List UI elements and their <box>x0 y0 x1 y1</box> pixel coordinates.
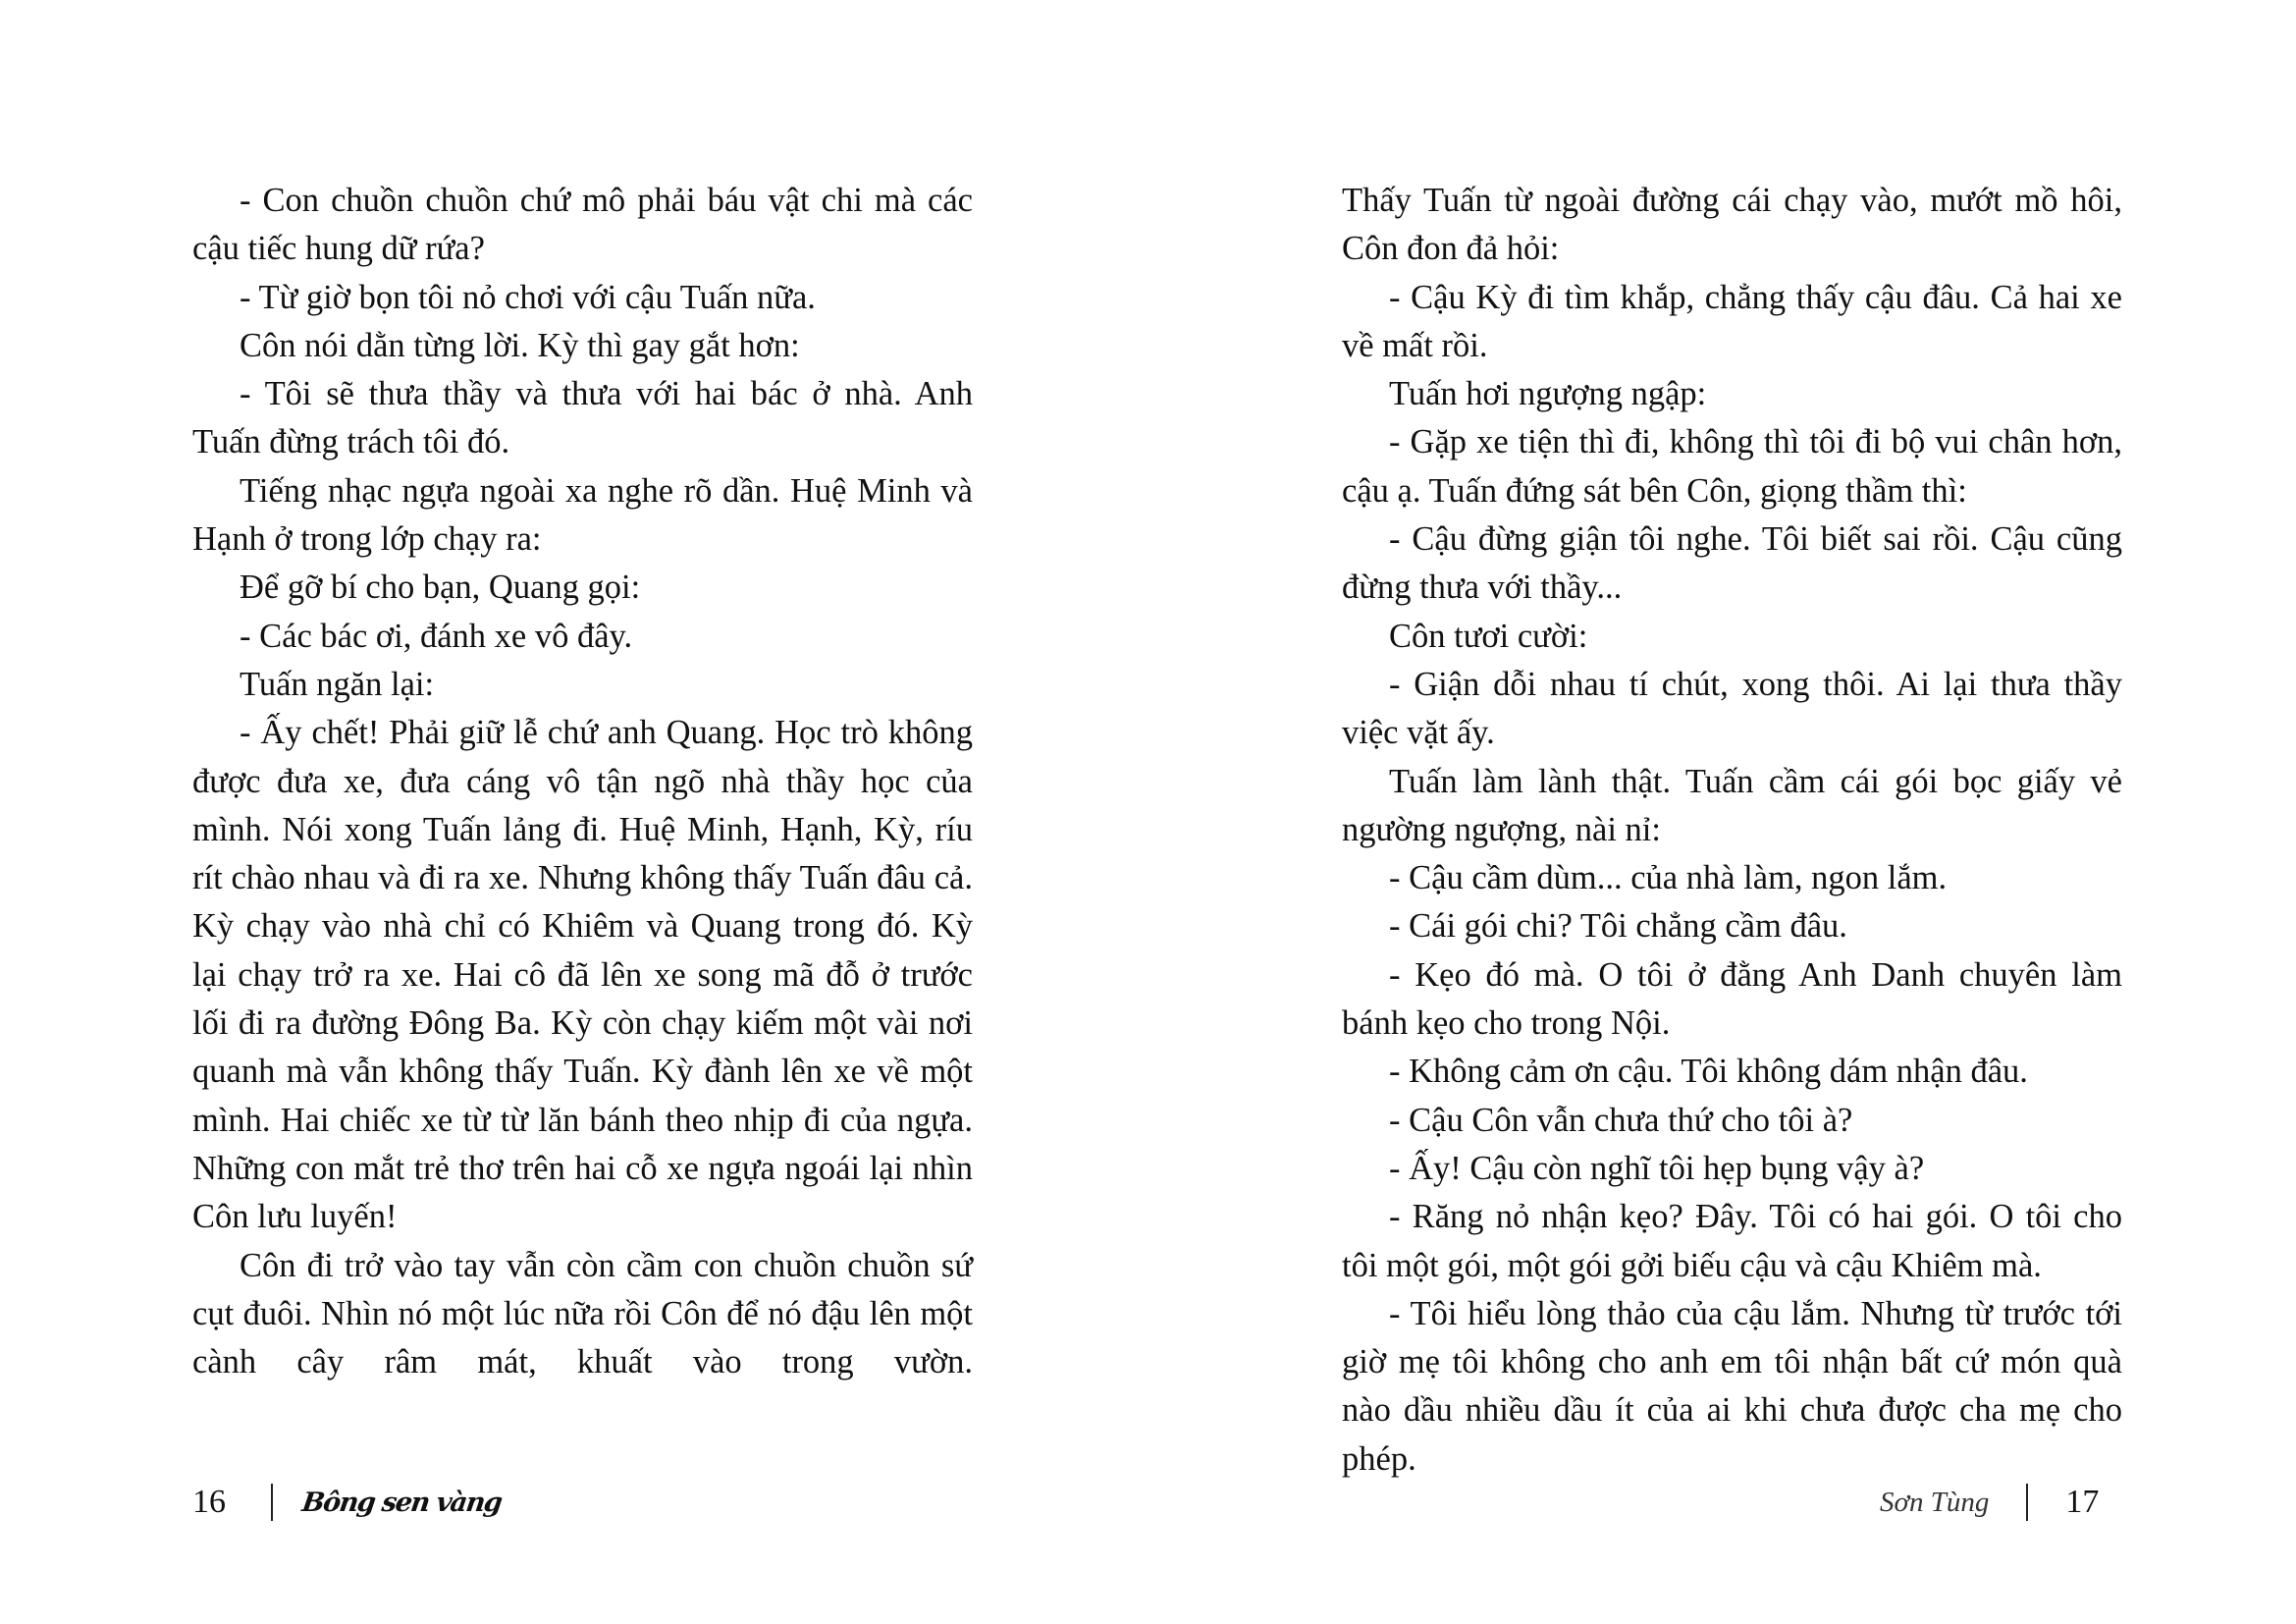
page-number: 17 <box>2065 1484 2100 1520</box>
paragraph: - Răng nỏ nhận kẹo? Đây. Tôi có hai gói. O tôi cho tôi một gói, một gói gởi biếu cậu và cậu Khiêm mà. <box>1342 1198 2122 1284</box>
paragraph: Thấy Tuấn từ ngoài đường cái chạy vào, mướt mồ hôi, Côn đon đả hỏi: <box>1342 182 2122 268</box>
paragraph: - Con chuồn chuồn chứ mô phải báu vật chi mà các cậu tiếc hung dữ rứa? <box>192 182 973 268</box>
page-number: 16 <box>192 1484 226 1520</box>
paragraph: Tuấn ngăn lại: <box>240 665 435 703</box>
paragraph: - Cậu cầm dùm... của nhà làm, ngon lắm. <box>1389 859 1948 897</box>
paragraph: Tuấn làm lành thật. Tuấn cầm cái gói bọc giấy vẻ ngường ngượng, nài nỉ: <box>1342 762 2122 848</box>
footer-divider <box>2026 1484 2028 1521</box>
paragraph: - Tôi sẽ thưa thầy và thưa với hai bác ở nhà. Anh Tuấn đừng trách tôi đó. <box>192 375 973 461</box>
paragraph: - Gặp xe tiện thì đi, không thì tôi đi bộ vui chân hơn, cậu ạ. Tuấn đứng sát bên Côn, giọng thầm thì: <box>1342 423 2122 510</box>
paragraph: Tuấn hơi ngượng ngập: <box>1389 375 1707 413</box>
left-page-text <box>192 177 973 1386</box>
paragraph: Côn đi trở vào tay vẫn còn cầm con chuồn chuồn sứ cụt đuôi. Nhìn nó một lúc nữa rồi Côn để nó đậu lên một cành cây râm mát, khuất vào trong vườn. <box>192 1246 973 1381</box>
paragraph: Tiếng nhạc ngựa ngoài xa nghe rõ dần. Huệ Minh và Hạnh ở trong lớp chạy ra: <box>192 471 973 559</box>
paragraph: Để gỡ bí cho bạn, Quang gọi: <box>240 568 641 607</box>
paragraph: - Cậu đừng giận tôi nghe. Tôi biết sai rồi. Cậu cũng đừng thưa với thầy... <box>1342 520 2122 607</box>
paragraph: - Ấy! Cậu còn nghĩ tôi hẹp bụng vậy à? <box>1389 1149 1925 1187</box>
right-page-text <box>1342 177 2122 1484</box>
paragraph: - Các bác ơi, đánh xe vô đây. <box>240 617 633 655</box>
right-page-footer <box>1880 1473 2099 1532</box>
paragraph: - Không cảm ơn cậu. Tôi không dám nhận đâu. <box>1389 1053 2028 1091</box>
left-page-footer <box>192 1473 504 1532</box>
paragraph: Côn tươi cười: <box>1389 617 1588 655</box>
running-author: Sơn Tùng <box>1880 1486 1990 1518</box>
paragraph: - Cậu Côn vẫn chưa thứ cho tôi à? <box>1389 1101 1853 1139</box>
running-title: Bông sen vàng <box>299 1487 504 1518</box>
paragraph: - Từ giờ bọn tôi nỏ chơi với cậu Tuấn nữa. <box>240 278 816 316</box>
footer-divider <box>271 1484 273 1521</box>
paragraph: - Kẹo đó mà. O tôi ở đằng Anh Danh chuyên làm bánh kẹo cho trong Nội. <box>1342 955 2122 1043</box>
paragraph: - Giận dỗi nhau tí chút, xong thôi. Ai lại thưa thầy việc vặt ấy. <box>1342 665 2122 752</box>
paragraph: - Cái gói chi? Tôi chẳng cầm đâu. <box>1389 907 1847 946</box>
paragraph: - Cậu Kỳ đi tìm khắp, chẳng thấy cậu đâu. Cả hai xe về mất rồi. <box>1342 278 2122 364</box>
paragraph: - Tôi hiểu lòng thảo của cậu lắm. Nhưng từ trước tới giờ mẹ tôi không cho anh em tôi nhận bất cứ món quà nào dầu nhiều dầu ít của ai khi chưa được cha mẹ cho phép. <box>1342 1294 2122 1478</box>
paragraph: Côn nói dằn từng lời. Kỳ thì gay gắt hơn: <box>240 326 800 364</box>
paragraph: - Ấy chết! Phải giữ lễ chứ anh Quang. Học trò không được đưa xe, đưa cáng vô tận ngõ nhà thầy học của mình. Nói xong Tuấn lảng đi. Huệ Minh, Hạnh, Kỳ, ríu rít chào nhau và đi ra xe. Nhưng không thấy Tuấn đâu cả. Kỳ chạy vào nhà chỉ có Khiêm và Quang trong đó. Kỳ lại chạy trở ra xe. Hai cô đã lên xe song mã đỗ ở trước lối đi ra đường Đông Ba. Kỳ còn chạy kiếm một vài nơi quanh mà vẫn không thấy Tuấn. Kỳ đành lên xe về một mình. Hai chiếc xe từ từ lăn bánh theo nhịp đi của ngựa. Những con mắt trẻ thơ trên hai cỗ xe ngựa ngoái lại nhìn Côn lưu luyến! <box>192 714 973 1236</box>
